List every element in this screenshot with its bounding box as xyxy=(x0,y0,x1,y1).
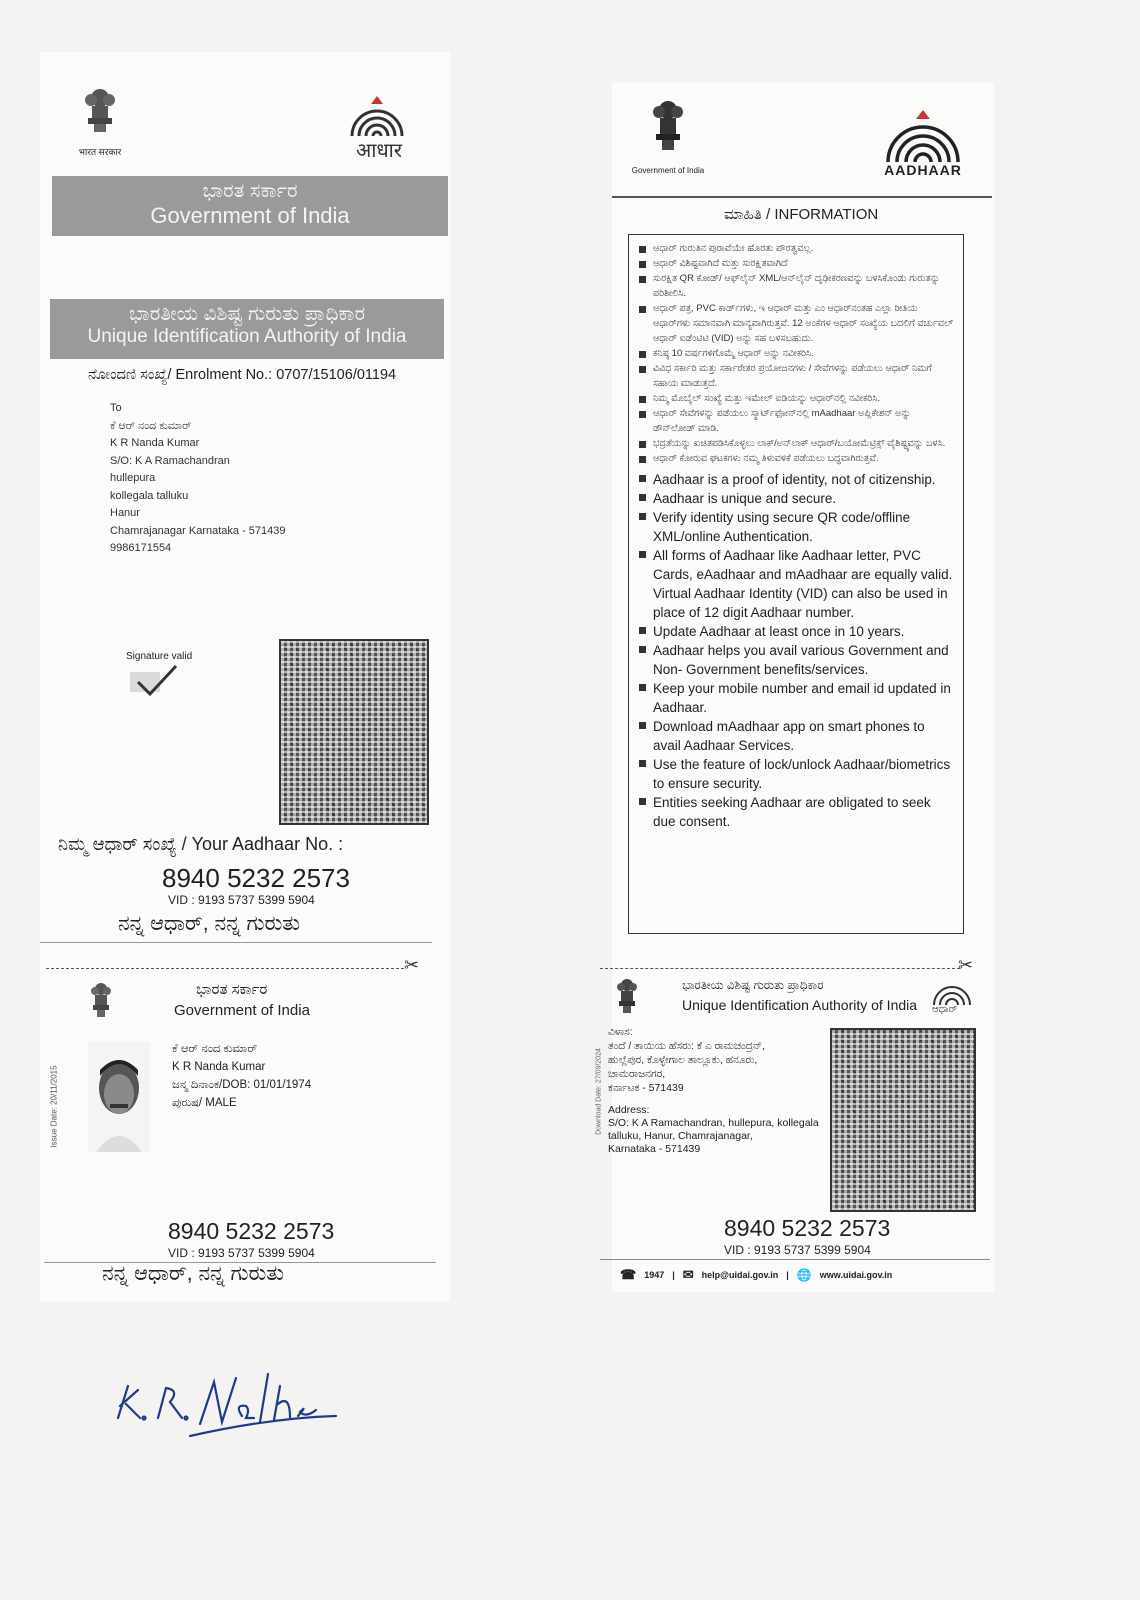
list-item: Verify identity using secure QR code/offline XML/online Authentication. xyxy=(637,508,955,546)
card-vid-number: VID : 9193 5737 5399 5904 xyxy=(724,1243,871,1257)
list-item: ನಿಮ್ಮ ಮೊಬೈಲ್ ಸಂಖ್ಯೆ ಮತ್ತು ಇಮೇಲ್ ಐಡಿಯನ್ನು ಆಧಾರ್‌ನಲ್ಲಿ ನವೀಕರಿಸಿ. xyxy=(637,391,955,406)
enrolment-number: ನೋಂದಣಿ ಸಂಖ್ಯೆ/ Enrolment No.: 0707/15106/01194 xyxy=(88,367,397,383)
card-gov-kannada: ಭಾರತ ಸರ್ಕಾರ xyxy=(196,981,268,998)
address-line: To xyxy=(110,402,122,414)
list-item: Aadhaar is a proof of identity, not of citizenship. xyxy=(637,470,955,489)
list-item: ಭದ್ರತೆಯನ್ನು ಖಚಿತಪಡಿಸಿಕೊಳ್ಳಲು ಲಾಕ್/ಅನ್‌ಲಾಕ್ ಆಧಾರ್/ಬಯೋಮೆಟ್ರಿಕ್ಸ್ ವೈಶಿಷ್ಟ್ಯವನ್ನು ಬಳಸಿ. xyxy=(637,436,955,451)
phone-icon: ☎ xyxy=(620,1267,637,1282)
divider xyxy=(600,1259,990,1260)
uidai-kannada: ಭಾರತೀಯ ವಿಶಿಷ್ಟ ಗುರುತು ಪ್ರಾಧಿಕಾರ xyxy=(128,303,366,325)
card-uidai-kannada: ಭಾರತೀಯ ವಿಶಿಷ್ಟ ಗುರುತು ಪ್ರಾಧಿಕಾರ xyxy=(682,978,824,992)
emblem-icon xyxy=(88,980,114,1020)
info-title: ಮಾಹಿತಿ / INFORMATION xyxy=(724,206,879,223)
address-line: ವಿಳಾಸ: xyxy=(608,1026,633,1038)
address-block xyxy=(110,400,390,558)
qr-code xyxy=(830,1028,976,1212)
divider xyxy=(40,942,432,943)
cut-line xyxy=(600,968,960,969)
list-item: All forms of Aadhaar like Aadhaar letter, PVC Cards, eAadhaar and mAadhaar are equally valid. Virtual Aadhaar Identity (VID) can also be used in place of 12 digit Aadhaar number. xyxy=(637,546,955,622)
list-item: ವಿವಿಧ ಸರ್ಕಾರಿ ಮತ್ತು ಸರ್ಕಾರೇತರ ಪ್ರಯೋಜನಗಳು / ಸೇವೆಗಳನ್ನು ಪಡೆಯಲು ಆಧಾರ್ ನಿಮಗೆ ಸಹಾಯ ಮಾಡುತ್ತದೆ. xyxy=(637,361,955,391)
card-gender: ಪುರುಷ/ MALE xyxy=(172,1097,237,1109)
phone-number: 1947 xyxy=(644,1270,665,1280)
list-item: Use the feature of lock/unlock Aadhaar/biometrics to ensure security. xyxy=(637,755,955,793)
emblem-icon xyxy=(80,84,120,138)
address-line: 9986171554 xyxy=(110,542,172,554)
address-line: hullepura xyxy=(110,472,156,484)
aadhaar-fingerprint-logo-icon xyxy=(346,94,408,138)
address-line: ಕೆ ಆರ್ ನಂದ ಕುಮಾರ್ xyxy=(110,419,192,432)
gov-band xyxy=(52,176,448,236)
address-line: Chamrajanagar Karnataka - 571439 xyxy=(110,524,286,537)
emblem-icon xyxy=(648,96,688,156)
card-dob: ಜನ್ಮ ದಿನಾಂಕ/DOB: 01/01/1974 xyxy=(172,1079,312,1091)
qr-code xyxy=(279,639,429,825)
list-item: ಆಧಾರ್ ಪತ್ರ, PVC ಕಾರ್ಡ್‌ಗಳು, ಇ ಆಧಾರ್ ಮತ್ತು ಎಂ ಆಧಾರ್‌ನಂತಹ ಎಲ್ಲಾ ರೀತಿಯ ಆಧಾರ್‌ಗಳು ಸಮಾನವಾಗಿ ಮಾನ್ಯವಾಗಿರುತ್ತವೆ. 12 ಅಂಕೆಗಳ ಆಧಾರ್ ಸಂಖ್ಯೆಯ ಬದಲಿಗೆ ವರ್ಚುವಲ್ ಆಧಾರ್ ಐಡೆಂಟಿಟಿ (VID) ಅನ್ನು ಸಹ ಬಳಸಬಹುದು. xyxy=(637,301,955,346)
emblem-caption: Government of India xyxy=(631,166,705,175)
address-line: ಹುಲ್ಲೆಪುರ, ಕೊಳ್ಳೇಗಾಲ ತಾಲ್ಲೂಕು, ಹನೂರು, xyxy=(608,1054,758,1066)
card-gov-english: Government of India xyxy=(174,1002,310,1019)
emblem-caption: भारत सरकार xyxy=(78,147,122,157)
address-line: kollegala talluku xyxy=(110,489,189,502)
issue-date: Issue Date: 20/11/2015 xyxy=(49,1065,59,1148)
signature-valid-label: Signature valid xyxy=(126,651,193,662)
aadhaar-fingerprint-logo-icon xyxy=(930,982,974,1006)
card-address-english xyxy=(608,1104,828,1156)
aadhaar-logo-text: AADHAAR xyxy=(884,162,962,178)
list-item: ಕನಿಷ್ಠ 10 ವರ್ಷಗಳಿಗೊಮ್ಮೆ ಆಧಾರ್ ಅನ್ನು ನವೀಕರಿಸಿ. xyxy=(637,346,955,361)
list-item: Update Aadhaar at least once in 10 years. xyxy=(637,622,955,641)
list-item: ಆಧಾರ್ ಸೇವೆಗಳನ್ನು ಪಡೆಯಲು ಸ್ಮಾರ್ಟ್‌ಫೋನ್‌ನಲ್ಲಿ mAadhaar ಅಪ್ಲಿಕೇಶನ್ ಅನ್ನು ಡೌನ್‌ಲೋಡ್ ಮಾಡಿ. xyxy=(637,406,955,436)
aadhaar-fingerprint-logo-icon xyxy=(880,108,966,164)
address-line: talluku, Hanur, Chamrajanagar, xyxy=(608,1130,753,1142)
list-item: ಆಧಾರ್ ವಿಶಿಷ್ಟವಾಗಿದೆ ಮತ್ತು ಸುರಕ್ಷಿತವಾಗಿದೆ xyxy=(637,256,955,271)
list-item: Entities seeking Aadhaar are obligated to seek due consent. xyxy=(637,793,955,831)
list-item: ಆಧಾರ್ ಕೋರುವ ಘಟಕಗಳು ನಮ್ಮ ತಿಳುವಳಿಕೆ ಪಡೆಯಲು ಬದ್ಧವಾಗಿರುತ್ತವೆ. xyxy=(637,451,955,466)
info-english-list xyxy=(637,470,955,831)
email-icon: ✉ xyxy=(682,1267,694,1282)
address-line: Hanur xyxy=(110,507,140,519)
info-kannada-list xyxy=(637,241,955,466)
info-box xyxy=(628,234,964,934)
uidai-band xyxy=(50,299,444,359)
card-vid-number: VID : 9193 5737 5399 5904 xyxy=(168,1246,315,1260)
list-item: ಸುರಕ್ಷಿತ QR ಕೋಡ್/ ಆಫ್‌ಲೈನ್ XML/ಆನ್‌ಲೈನ್ ದೃಢೀಕರಣವನ್ನು ಬಳಸಿಕೊಂಡು ಗುರುತನ್ನು ಪರಿಶೀಲಿಸಿ. xyxy=(637,271,955,301)
card-uidai-english: Unique Identification Authority of India xyxy=(682,997,918,1013)
address-line: ತಂದೆ / ತಾಯಿಯ ಹೆಸರು: ಕೆ ಎ ರಾಮಚಂದ್ರನ್, xyxy=(608,1040,766,1052)
gov-english: Government of India xyxy=(150,203,350,228)
card-details xyxy=(172,1040,392,1112)
address-line: ಕರ್ನಾಟಕ - 571439 xyxy=(608,1082,684,1094)
tagline: ನನ್ನ ಆಧಾರ್, ನನ್ನ ಗುರುತು xyxy=(118,912,301,935)
aadhaar-logo-text: ಆಧಾರ್ xyxy=(932,1004,958,1015)
address-line: Karnataka - 571439 xyxy=(608,1143,701,1155)
card-tagline: ನನ್ನ ಆಧಾರ್, ನನ್ನ ಗುರುತು xyxy=(102,1262,285,1285)
checkmark-icon xyxy=(128,664,184,698)
list-item: Keep your mobile number and email id updated in Aadhaar. xyxy=(637,679,955,717)
address-line: S/O: K A Ramachandran, hullepura, kollegala xyxy=(608,1117,819,1129)
list-item: ಆಧಾರ್ ಗುರುತಿನ ಪುರಾವೆಯೇ ಹೊರತು ಪೌರತ್ವವಲ್ಲ. xyxy=(637,241,955,256)
card-name-kannada: ಕೆ ಆರ್ ನಂದ ಕುಮಾರ್ xyxy=(172,1043,258,1055)
list-item: Aadhaar helps you avail various Government and Non- Government benefits/services. xyxy=(637,641,955,679)
list-item: Download mAadhaar app on smart phones to avail Aadhaar Services. xyxy=(637,717,955,755)
photo xyxy=(88,1042,150,1152)
address-line: ಚಾಮರಾಜನಗರ, xyxy=(608,1068,666,1080)
scissors-icon: ✂ xyxy=(404,955,420,975)
separator: | xyxy=(672,1270,675,1280)
card-address-kannada xyxy=(608,1025,828,1095)
aadhaar-logo-text: आधार xyxy=(355,140,403,162)
email-address: help@uidai.gov.in xyxy=(701,1270,779,1280)
uidai-english: Unique Identification Authority of India xyxy=(87,326,407,347)
card-aadhaar-number: 8940 5232 2573 xyxy=(724,1215,891,1241)
handwritten-signature xyxy=(110,1360,350,1446)
aadhaar-number: 8940 5232 2573 xyxy=(162,863,350,893)
divider xyxy=(612,196,992,198)
website: www.uidai.gov.in xyxy=(819,1270,893,1280)
list-item: Aadhaar is unique and secure. xyxy=(637,489,955,508)
card-aadhaar-number: 8940 5232 2573 xyxy=(168,1218,335,1244)
scissors-icon: ✂ xyxy=(958,955,974,975)
cut-line xyxy=(46,968,404,969)
separator: | xyxy=(786,1270,789,1280)
emblem-icon xyxy=(614,976,640,1016)
address-line: K R Nanda Kumar xyxy=(110,437,200,449)
contact-footer xyxy=(620,1266,980,1284)
globe-icon: 🌐 xyxy=(796,1268,812,1282)
card-name-english: K R Nanda Kumar xyxy=(172,1061,266,1073)
download-date: Download Date: 27/09/2024 xyxy=(595,1048,603,1135)
address-line: S/O: K A Ramachandran xyxy=(110,454,230,467)
vid-number: VID : 9193 5737 5399 5904 xyxy=(168,893,315,907)
your-aadhaar-label: ನಿಮ್ಮ ಆಧಾರ್ ಸಂಖ್ಯೆ / Your Aadhaar No. : xyxy=(58,834,344,854)
address-line: Address: xyxy=(608,1104,650,1116)
gov-kannada: ಭಾರತ ಸರ್ಕಾರ xyxy=(202,180,298,202)
